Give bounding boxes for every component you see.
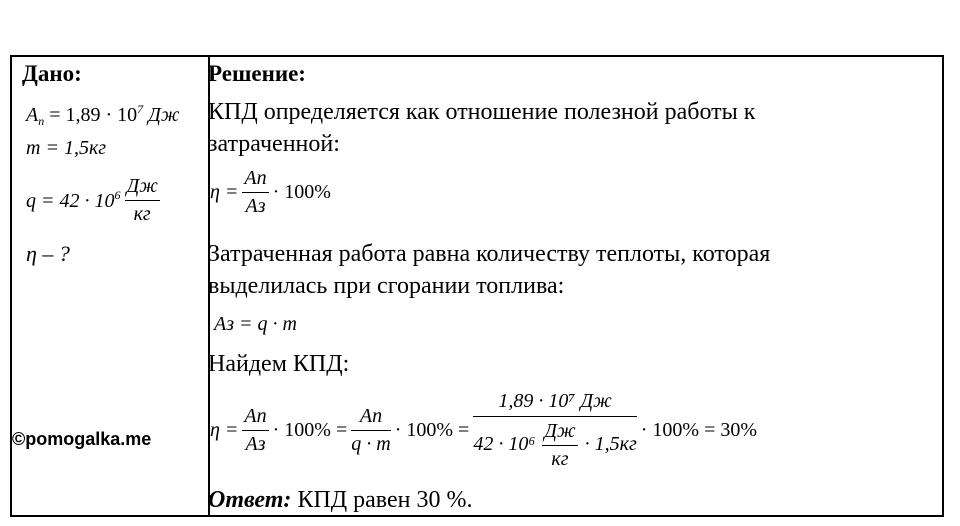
answer-line xyxy=(208,487,472,514)
given-heat-value xyxy=(26,175,162,226)
solution-para1-line1: КПД определяется как отношение полезной работы к xyxy=(208,99,756,125)
solution-para3: Найдем КПД: xyxy=(208,351,350,377)
formula-efficiency-tail: · 100% xyxy=(272,181,331,203)
calc-fraction-3-num: 1,89 · 10⁷ Дж xyxy=(473,390,636,417)
formula-efficiency xyxy=(210,167,331,218)
given-q-exp: 6 xyxy=(114,188,121,202)
solution-header: Решение: xyxy=(208,61,306,86)
given-q-lhs: q = 42 · 10 xyxy=(26,190,115,212)
given-work xyxy=(26,102,180,129)
given-work-value: = 1,89 · 10 xyxy=(49,104,138,126)
given-work-unit: Дж xyxy=(148,104,180,126)
given-q-unit xyxy=(125,175,160,226)
answer-label: Ответ: xyxy=(208,487,292,513)
calc-tail: · 100% = 30% xyxy=(640,419,758,441)
calc-fraction-3-den-unit-den: кг xyxy=(551,448,569,470)
calc-mid-2: · 100% = xyxy=(394,419,470,441)
calc-fraction-1 xyxy=(242,405,268,456)
solution-para2-line1: Затраченная работа равна количеству теплоты, которая xyxy=(208,241,771,267)
given-header: Дано: xyxy=(22,61,82,86)
calc-fraction-1-num: Aп xyxy=(242,405,268,431)
calc-fraction-2-den: q · m xyxy=(351,433,391,455)
calc-fraction-2 xyxy=(351,405,390,456)
answer-text: КПД равен 30 %. xyxy=(297,487,473,513)
given-q-unit-den: кг xyxy=(133,203,151,225)
calc-mid-1: · 100% = xyxy=(272,419,348,441)
given-work-exp: 7 xyxy=(137,102,144,116)
calc-eta: η = xyxy=(210,419,239,441)
solution-para2-line2: выделилась при сгорании топлива: xyxy=(208,273,565,299)
calc-fraction-3-den-unit-num: Дж xyxy=(542,420,577,446)
given-mass: m = 1,5кг xyxy=(26,137,107,159)
given-work-symbol: A xyxy=(26,104,39,126)
calc-fraction-3-den-a: 42 · 10⁶ xyxy=(473,433,536,456)
calc-fraction-1-den: Aз xyxy=(245,433,266,455)
calc-fraction-2-num: Aп xyxy=(351,405,390,431)
given-unknown: η – ? xyxy=(26,241,70,266)
calc-fraction-3-den-b: · 1,5кг xyxy=(584,433,637,456)
formula-spent-work: Aз = q · m xyxy=(214,313,297,335)
given-q-unit-num: Дж xyxy=(125,175,160,201)
formula-calculation xyxy=(210,390,757,471)
formula-efficiency-eta: η = xyxy=(210,181,239,203)
formula-efficiency-den: Aз xyxy=(245,195,266,217)
given-work-sub: п xyxy=(38,114,45,128)
solution-para1-line2: затраченной: xyxy=(208,131,340,157)
formula-efficiency-num: Aп xyxy=(242,167,268,193)
calc-fraction-3-den xyxy=(473,417,636,471)
watermark: ©pomogalka.me xyxy=(12,429,152,449)
calc-fraction-3-den-unit xyxy=(542,420,577,471)
formula-efficiency-fraction xyxy=(242,167,268,218)
calc-fraction-3 xyxy=(473,390,636,471)
